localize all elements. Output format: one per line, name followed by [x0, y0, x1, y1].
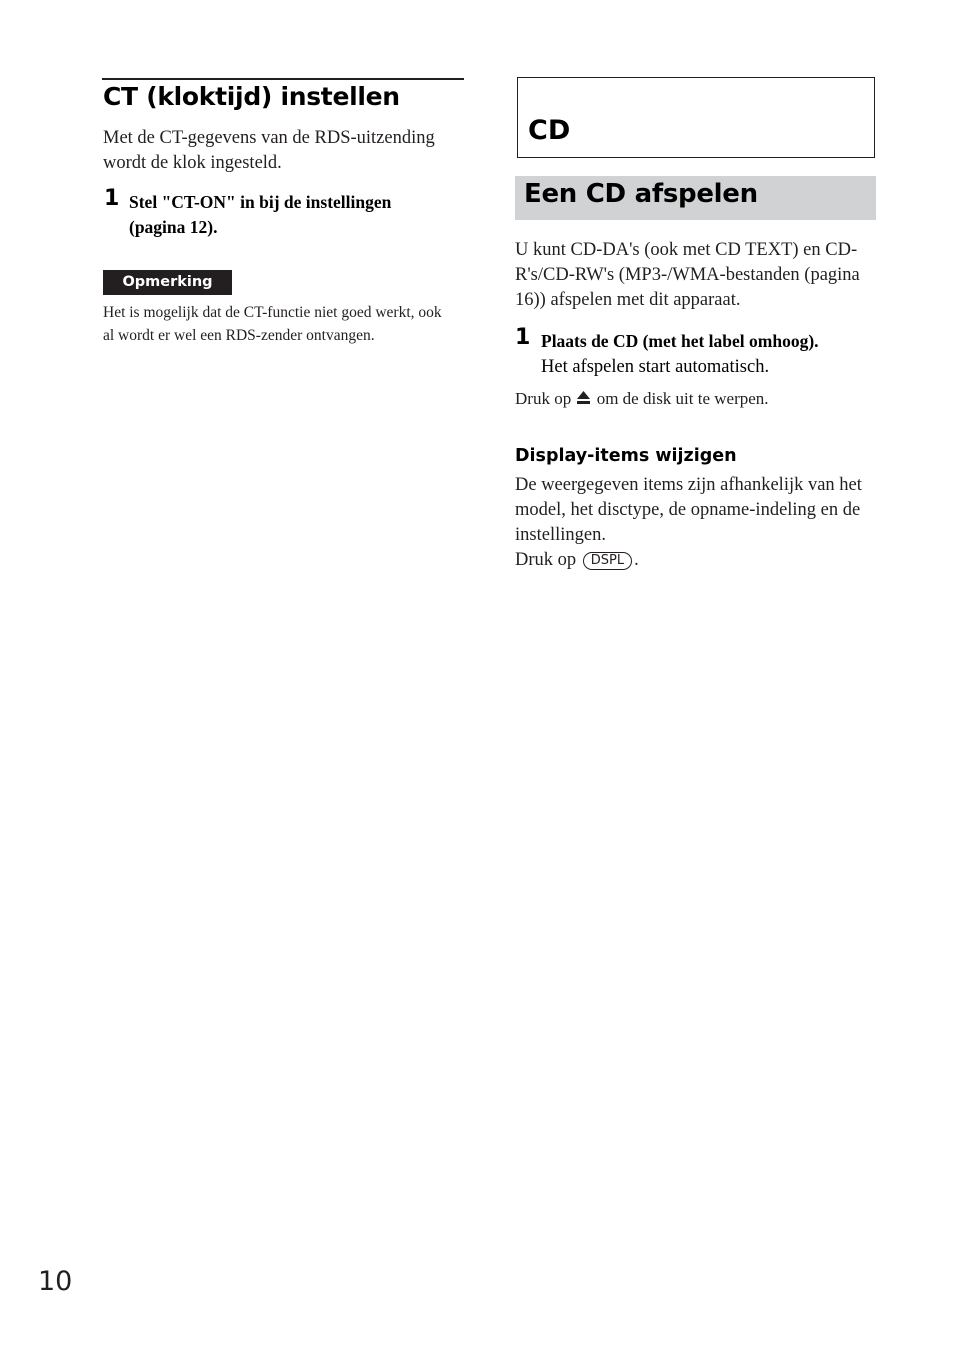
- section-band: [515, 176, 876, 220]
- step-number: 1: [515, 325, 531, 350]
- cd-step: [541, 328, 881, 380]
- dspl-key-label: DSPL: [583, 552, 632, 570]
- heading-rule: [102, 78, 464, 80]
- display-items-text: [515, 473, 880, 573]
- display-items-body: De weergegeven items zijn afhankelijk van het model, het disctype, de opname-indeling en de instellingen.: [515, 475, 862, 545]
- chapter-box: [517, 77, 875, 158]
- ct-heading: CT (kloktijd) instellen: [103, 82, 400, 111]
- step-number: 1: [104, 186, 120, 211]
- cd-intro-text: U kunt CD-DA's (ook met CD TEXT) en CD-R's/CD-RW's (MP3-/WMA-bestanden (pagina 16)) afspelen met dit apparaat.: [515, 240, 860, 310]
- page-number: 10: [38, 1266, 73, 1297]
- eject-text-before: Druk op: [515, 389, 572, 408]
- eject-icon: [576, 390, 591, 405]
- eject-instruction: [515, 387, 880, 411]
- chapter-title: CD: [528, 115, 571, 146]
- cd-step-result: Het afspelen start automatisch.: [541, 357, 770, 377]
- section-title: Een CD afspelen: [524, 179, 758, 209]
- press-text-end: .: [634, 550, 639, 570]
- note-badge: Opmerking: [103, 270, 232, 295]
- ct-intro-text: Met de CT-gegevens van de RDS-uitzending wordt de klok ingesteld.: [103, 128, 435, 173]
- note-text: Het is mogelijk dat de CT-functie niet goed werkt, ook al wordt er wel een RDS-zender ontvangen.: [103, 304, 442, 344]
- press-text: Druk op: [515, 550, 577, 570]
- display-items-heading: Display-items wijzigen: [515, 446, 737, 466]
- ct-step-text: Stel "CT-ON" in bij de instellingen (pagina 12).: [129, 192, 392, 237]
- eject-text-after: om de disk uit te werpen.: [596, 389, 769, 408]
- display-press-line: [515, 548, 880, 573]
- cd-step-title: Plaats de CD (met het label omhoog).: [541, 331, 819, 351]
